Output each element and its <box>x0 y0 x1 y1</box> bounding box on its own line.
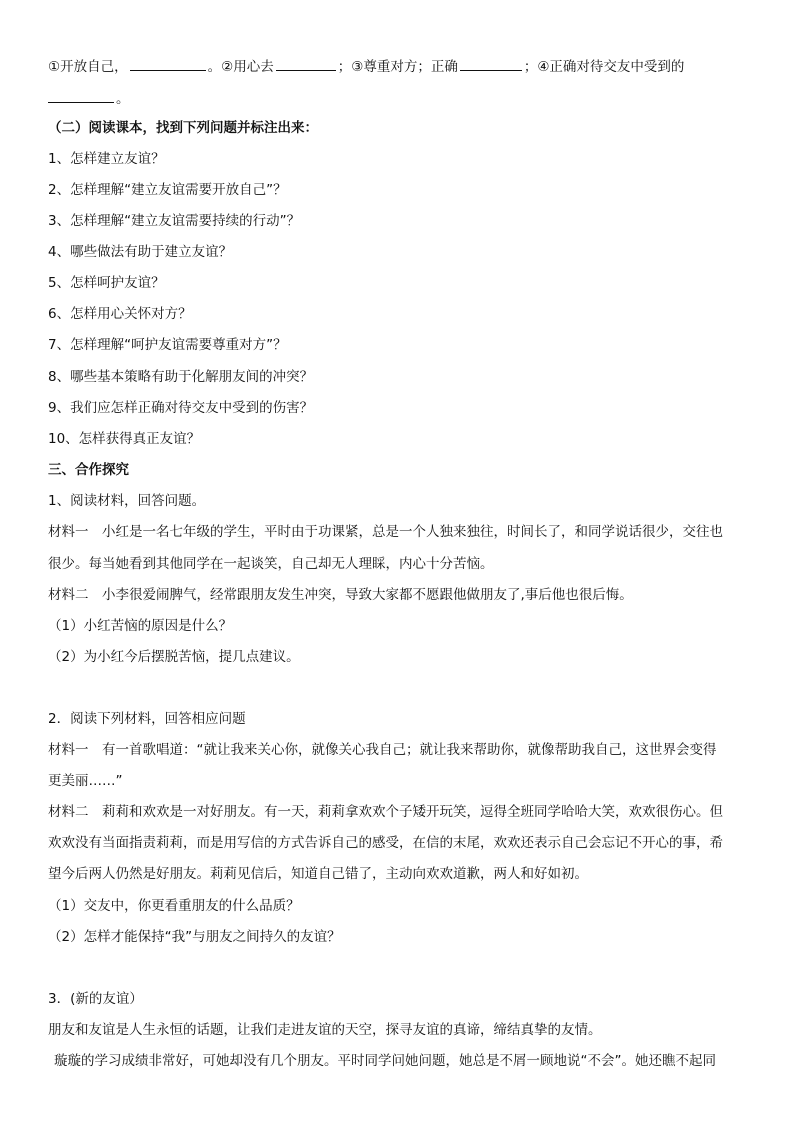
q3-story: 璇璇的学习成绩非常好，可她却没有几个朋友。平时同学问她问题，她总是不屑一顾地说“不会”。她还瞧不起同 <box>54 1053 716 1069</box>
q1-material-1: 材料一 小红是一名七年级的学生，平时由于功课紧，总是一个人独来独往，时间长了，和同学说话很少，交往也 <box>48 524 723 540</box>
question-item: 6、怎样用心关怀对方？ <box>48 306 192 322</box>
q3-title: 3．(新的友谊） <box>48 991 143 1007</box>
question-item: 2、怎样理解“建立友谊需要开放自己”？ <box>48 182 287 198</box>
fill-in-part-4: ；④正确对待交友中受到的 <box>523 59 685 75</box>
section-2-heading: （二）阅读课本，找到下列问题并标注出来： <box>48 120 318 136</box>
q1-material-2: 材料二 小李很爱闹脾气，经常跟朋友发生冲突，导致大家都不愿跟他做朋友了,事后他也很后悔。 <box>48 587 633 603</box>
fill-in-part-1: ①开放自己， <box>48 59 128 75</box>
answer-blank-2[interactable] <box>276 56 336 71</box>
fill-in-line <box>48 56 748 76</box>
q2-material-1-cont: 更美丽……” <box>48 773 123 789</box>
fill-in-part-2: 。②用心去 <box>207 59 274 75</box>
q1-sub-question-2: （2）为小红今后摆脱苦恼，提几点建议。 <box>48 649 300 665</box>
q1-material-1-cont: 很少。每当她看到其他同学在一起谈笑，自己却无人理睬，内心十分苦恼。 <box>48 556 494 572</box>
question-item: 8、哪些基本策略有助于化解朋友间的冲突？ <box>48 369 314 385</box>
question-item: 5、怎样呵护友谊？ <box>48 275 165 291</box>
fill-in-line-2 <box>48 88 748 108</box>
q1-sub-question-1: （1）小红苦恼的原因是什么？ <box>48 618 233 634</box>
answer-blank-3[interactable] <box>460 56 522 71</box>
question-item: 7、怎样理解“呵护友谊需要尊重对方”？ <box>48 337 287 353</box>
q2-material-2: 材料二 莉莉和欢欢是一对好朋友。有一天，莉莉拿欢欢个子矮开玩笑，逗得全班同学哈哈大笑，欢欢很伤心。但 <box>48 804 723 820</box>
q2-material-1: 材料一 有一首歌唱道：“就让我来关心你，就像关心我自己；就让我来帮助你，就像帮助我自己，这世界会变得 <box>48 742 717 758</box>
question-item: 1、怎样建立友谊？ <box>48 151 165 167</box>
q2-sub-question-2: （2）怎样才能保持“我”与朋友之间持久的友谊？ <box>48 929 341 945</box>
q2-sub-question-1: （1）交友中，你更看重朋友的什么品质？ <box>48 898 300 914</box>
question-item: 10、怎样获得真正友谊？ <box>48 431 201 447</box>
section-3-heading: 三、合作探究 <box>48 462 129 478</box>
q2-material-2-cont: 欢欢没有当面指责莉莉，而是用写信的方式告诉自己的感受，在信的末尾，欢欢还表示自己会忘记不开心的事，希 <box>48 835 723 851</box>
answer-blank-4[interactable] <box>48 88 114 103</box>
q3-intro: 朋友和友谊是人生永恒的话题，让我们走进友谊的天空，探寻友谊的真谛，缔结真挚的友情。 <box>48 1022 602 1038</box>
q1-title: 1、阅读材料，回答问题。 <box>48 493 206 509</box>
answer-blank-1[interactable] <box>130 56 206 71</box>
fill-in-part-5: 。 <box>116 91 130 107</box>
question-item: 9、我们应怎样正确对待交友中受到的伤害？ <box>48 400 314 416</box>
fill-in-part-3: ；③尊重对方；正确 <box>337 59 458 75</box>
q2-material-2-cont: 望今后两人仍然是好朋友。莉莉见信后，知道自己错了，主动向欢欢道歉，两人和好如初。 <box>48 866 588 882</box>
question-item: 3、怎样理解“建立友谊需要持续的行动”？ <box>48 213 301 229</box>
question-item: 4、哪些做法有助于建立友谊？ <box>48 244 233 260</box>
q2-title: 2．阅读下列材料，回答相应问题 <box>48 711 246 727</box>
